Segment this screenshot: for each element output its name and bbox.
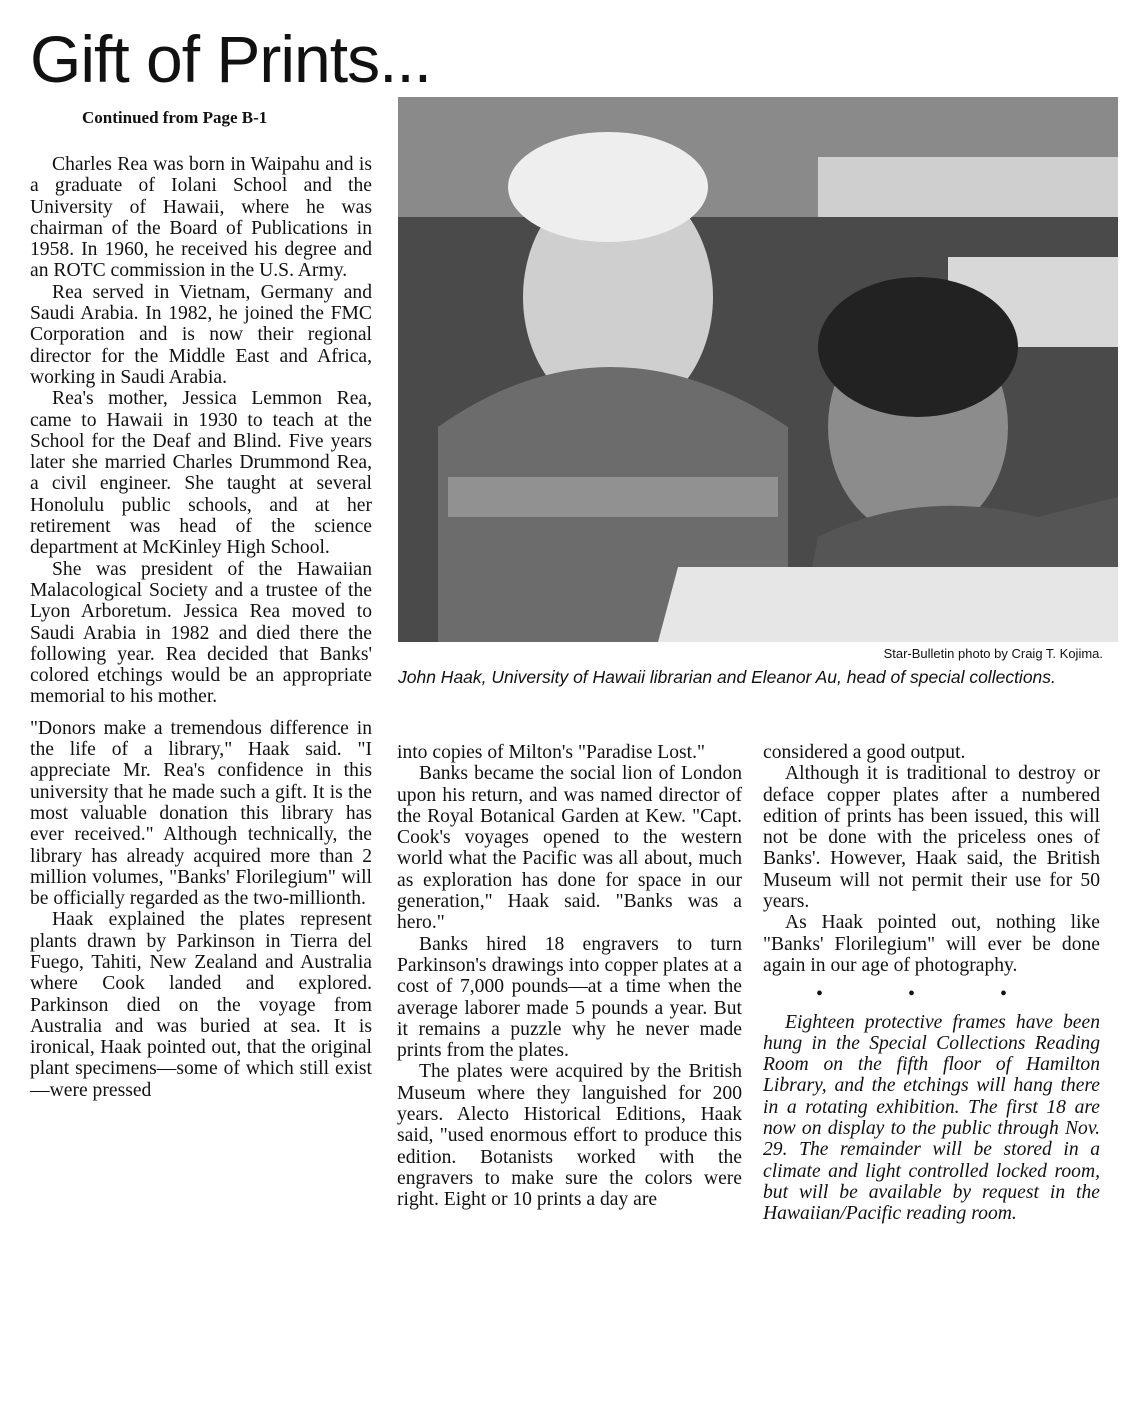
continued-note: Continued from Page B-1 [82,108,268,127]
section-separator: • • • [815,983,1047,1006]
paragraph: Although it is traditional to destroy or deface copper plates after a numbered edition of prints has been issued, this will not be done with the priceless ones of Banks'. However, Haak said, the British Museum will not permit their use for 50 years. [763,763,1100,913]
paragraph: considered a good output. [763,742,966,763]
paragraph: "Donors make a tremendous difference in the life of a library," Haak said. "I appreciate Mr. Rea's confidence in this university that he made such a gift. It is the most valuable donation this library has ever received." Although technically, the library has already acquired more than 2 million volumes, "Banks' Florilegium" will be officially regarded as the two-millionth. [30,717,372,910]
paragraph: into copies of Milton's "Paradise Lost." [397,742,705,763]
column-3 [763,742,1100,1225]
paragraph: She was president of the Hawaiian Malacological Society and a trustee of the Lyon Arboretum. Jessica Rea moved to Saudi Arabia in 1982 and died there the following year. Rea decided that Banks' colored etchings would be an appropriate memorial to his mother. [30,558,372,708]
paragraph-italic: Eighteen protective frames have been hung in the Special Collections Reading Room on the fifth floor of Hamilton Library, and the etchings will hang there in a rotating exhibition. The first 18 are now on display to the public through Nov. 29. The remainder will be stored in a climate and light controlled locked room, but will be available by request in the Hawaiian/Pacific reading room. [763,1011,1100,1225]
paragraph: Banks became the social lion of London upon his return, and was named director of the Royal Botanical Garden at Kew. "Capt. Cook's voyages opened to the western world what the Pacific was all about, much as exploration has done for space in our generation," Haak said. "Banks was a hero." [397,763,742,934]
news-photo [398,97,1118,642]
photo-illustration [398,97,1118,642]
column-1 [30,154,372,1101]
photo-caption: John Haak, University of Hawaii librarian and Eleanor Au, head of special collections. [398,667,1056,687]
paragraph: Charles Rea was born in Waipahu and is a graduate of Iolani School and the University of Hawaii, where he was chairman of the Board of Publications in 1958. In 1960, he received his degree and an ROTC commission in the U.S. Army. [30,154,372,282]
paragraph: Haak explained the plates represent plants drawn by Parkinson in Tierra del Fuego, Tahiti, New Zealand and Australia where Cook landed and explored. Parkinson died on the voyage from Australia and was buried at sea. It is ironical, Haak pointed out, that the original plant specimens—some of which still exist—were pressed [30,909,372,1101]
paragraph: The plates were acquired by the British Museum where they languished for 200 years. Alecto Historical Editions, Haak said, "used enormous effort to produce this edition. Botanists worked with the engravers to make sure the colors were right. Eight or 10 prints a day are [397,1061,742,1211]
paragraph: Rea served in Vietnam, Germany and Saudi Arabia. In 1982, he joined the FMC Corporation and is now their regional director for the Middle East and Africa, working in Saudi Arabia. [30,281,372,388]
paragraph: Rea's mother, Jessica Lemmon Rea, came to Hawaii in 1930 to teach at the School for the Deaf and Blind. Five years later she married Charles Drummond Rea, a civil engineer. She taught at several Honolulu public schools, and at her retirement was head of the science department at McKinley High School. [30,388,372,559]
photo-credit: Star-Bulletin photo by Craig T. Kojima. [883,646,1103,661]
headline: Gift of Prints... [30,22,432,96]
column-2 [397,742,742,1211]
paragraph: Banks hired 18 engravers to turn Parkinson's drawings into copper plates at a cost of 7,000 pounds—at a time when the average laborer made 5 pounds a year. But it remains a puzzle why he never made prints from the plates. [397,933,742,1062]
paragraph: As Haak pointed out, nothing like "Banks' Florilegium" will ever be done again in our age of photography. [763,912,1100,976]
